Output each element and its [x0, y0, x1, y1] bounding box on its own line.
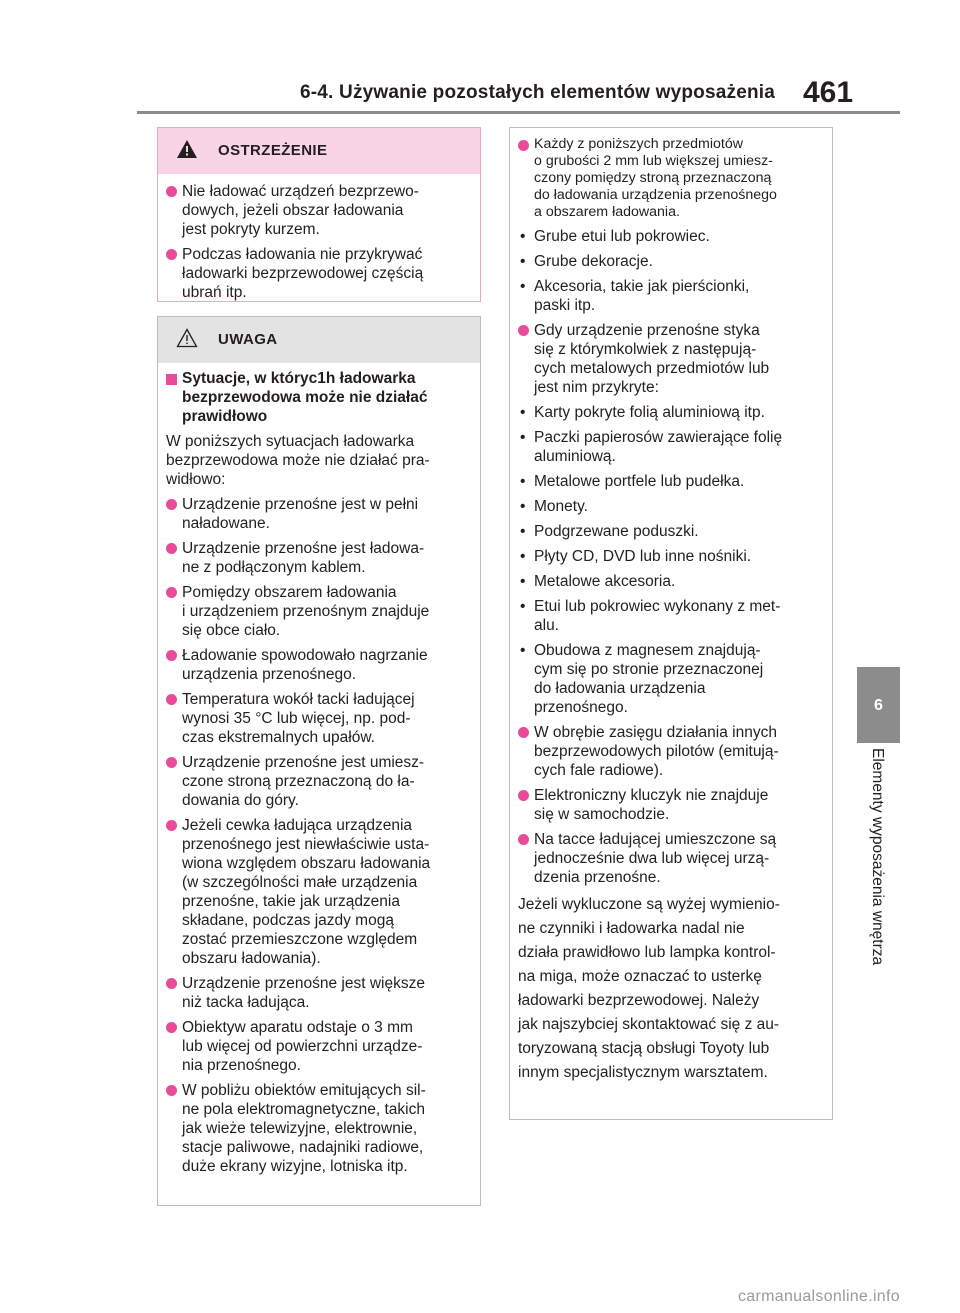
sub-list-item: • Płyty CD, DVD lub inne nośniki.: [518, 547, 826, 566]
section-title: 6-4. Używanie pozostałych elementów wyposażenia: [300, 82, 776, 103]
continued-content: [518, 136, 826, 1091]
sub-list-item: • Grube etui lub pokrowiec.: [518, 227, 826, 246]
section-heading: Sytuacje, w któryc1h ładowarka bezprzewodowa może nie działać prawidłowo: [166, 369, 474, 426]
list-item: Urządzenie przenośne jest w pełni naładowane.: [166, 495, 474, 533]
chapter-number: 6: [874, 697, 883, 714]
list-item: Urządzenie przenośne jest większe niż tacka ładująca.: [166, 974, 474, 1012]
sub-list-item: • Etui lub pokrowiec wykonany z met- alu.: [518, 597, 826, 635]
notice-box-header: [158, 317, 480, 363]
chapter-label-container: [868, 748, 892, 998]
chapter-tab: [857, 667, 900, 743]
notice-title: UWAGA: [218, 331, 278, 348]
list-item: Obiektyw aparatu odstaje o 3 mm lub więcej od powierzchni urządze- nia przenośnego.: [166, 1018, 474, 1075]
sub-list-item: • Metalowe akcesoria.: [518, 572, 826, 591]
warning-triangle-icon: [176, 139, 198, 159]
sub-list-item: • Akcesoria, takie jak pierścionki, paski itp.: [518, 277, 826, 315]
list-item: Elektroniczny kluczyk nie znajduje się w samochodzie.: [518, 786, 826, 824]
list-item: Na tacce ładującej umieszczone są jednocześnie dwa lub więcej urzą- dzenia przenośne.: [518, 830, 826, 887]
notice-content: [166, 369, 474, 1182]
list-item: W obrębie zasięgu działania innych bezprzewodowych pilotów (emitują- cych fale radiowe).: [518, 723, 826, 780]
list-item: Pomiędzy obszarem ładowania i urządzeniem przenośnym znajduje się obce ciało.: [166, 583, 474, 640]
warning-box: [157, 127, 481, 302]
list-item: Gdy urządzenie przenośne styka się z którymkolwiek z następują- cych metalowych przedmiotów lub jest nim przykryte:: [518, 321, 826, 397]
continued-notice-box: [509, 127, 833, 1120]
page-number: 461: [803, 76, 854, 109]
list-item: Ładowanie spowodowało nagrzanie urządzenia przenośnego.: [166, 646, 474, 684]
caution-triangle-icon: [176, 328, 198, 348]
list-item: W pobliżu obiektów emitujących sil- ne pola elektromagnetyczne, takich jak wieże telewizyjne, elektrownie, stacje paliwowe, nadajniki radiowe, duże ekrany wizyjne, lotniska itp.: [166, 1081, 474, 1176]
list-item: Temperatura wokół tacki ładującej wynosi 35 °C lub więcej, np. pod- czas ekstremalnych upałów.: [166, 690, 474, 747]
sub-list-item: • Metalowe portfele lub pudełka.: [518, 472, 826, 491]
intro-paragraph: W poniższych sytuacjach ładowarka bezprzewodowa może nie działać pra- widłowo:: [166, 433, 430, 488]
list-item: Urządzenie przenośne jest umiesz- czone stroną przeznaczoną do ła- dowania do góry.: [166, 753, 474, 810]
sub-list-item: • Monety.: [518, 497, 826, 516]
sub-list-item: • Grube dekoracje.: [518, 252, 826, 271]
list-item: Urządzenie przenośne jest ładowa- ne z podłączonym kablem.: [166, 539, 474, 577]
list-item: Jeżeli cewka ładująca urządzenia przenośnego jest niewłaściwie usta- wiona względem obszaru ładowania (w szczególności małe urządzenia przenośne, takie jak urządzenia składane, podczas jazdy mogą zostać przemieszczone względem obszaru ładowania).: [166, 816, 474, 968]
list-item: Każdy z poniższych przedmiotów o grubości 2 mm lub większej umiesz- czony pomiędzy stroną przeznaczoną do ładowania urządzenia przenośnego a obszarem ładowania.: [518, 136, 826, 221]
warning-box-header: [158, 128, 480, 174]
header-rule: [137, 111, 900, 114]
sub-list-item: • Podgrzewane poduszki.: [518, 522, 826, 541]
sub-list-item: • Karty pokryte folią aluminiową itp.: [518, 403, 826, 422]
chapter-label: Elementy wyposażenia wnętrza: [869, 748, 886, 966]
list-item: Podczas ładowania nie przykrywać ładowarki bezprzewodowej częścią ubrań itp.: [166, 245, 474, 302]
warning-content: [166, 182, 474, 308]
closing-paragraph: Jeżeli wykluczone są wyżej wymienio- ne czynniki i ładowarka nadal nie działa prawidłowo lub lampka kontrol- na miga, może oznaczać to usterkę ładowarki bezprzewodowej. Należy jak najszybciej skontaktować się z au- toryzowaną stacją obsługi Toyoty lub innym specjalistycznym warsztatem.: [518, 896, 780, 1081]
sub-list-item: • Paczki papierosów zawierające folię aluminiową.: [518, 428, 826, 466]
list-item: Nie ładować urządzeń bezprzewo- dowych, jeżeli obszar ładowania jest pokryty kurzem.: [166, 182, 474, 239]
warning-title: OSTRZEŻENIE: [218, 142, 328, 159]
watermark: carmanualsonline.info: [738, 1288, 900, 1305]
notice-box: [157, 316, 481, 1206]
sub-list-item: • Obudowa z magnesem znajdują- cym się po stronie przeznaczonej do ładowania urządzenia przenośnego.: [518, 641, 826, 717]
